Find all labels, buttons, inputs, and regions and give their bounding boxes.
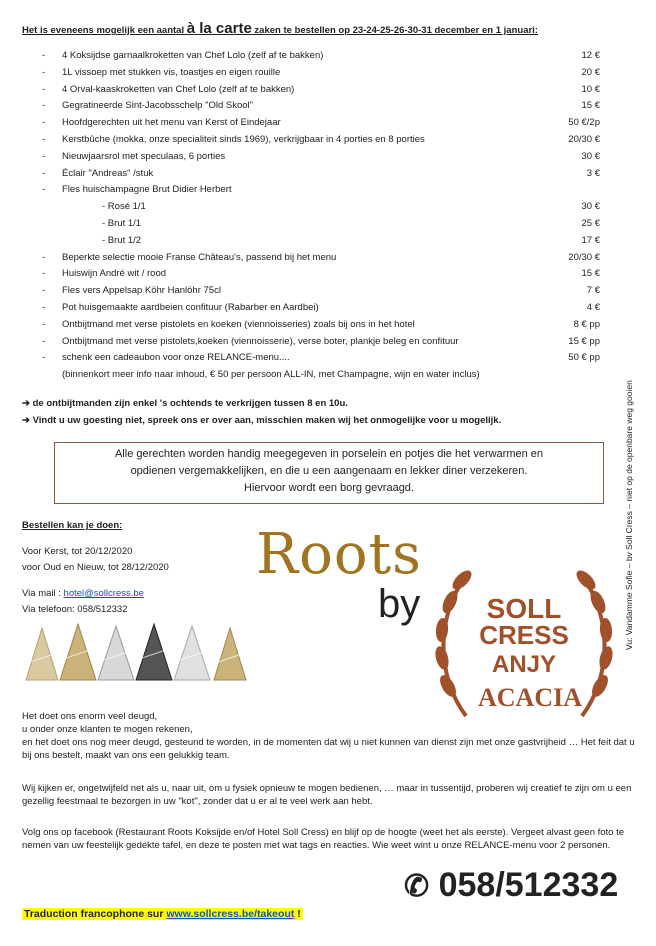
bullet-dash: - <box>42 83 46 95</box>
menu-item-text: Gegratineerde Sint-Jacobsschelp "Old Skool" <box>62 100 254 112</box>
menu-item-row <box>0 285 656 301</box>
menu-item-text: Éclair "Andreas" /stuk <box>62 167 154 179</box>
box-line: Hiervoor wordt een borg gevraagd. <box>244 482 414 494</box>
order-kerst: Voor Kerst, tot 20/12/2020 <box>22 546 133 557</box>
menu-item-text: (binnenkort meer info naar inhoud, € 50 per persoon ALL-IN, met Champagne, wijn en water inclus) <box>62 369 480 381</box>
menu-item-row <box>0 336 656 352</box>
big-phone-number <box>404 866 618 905</box>
bullet-dash: - <box>42 318 46 330</box>
bullet-dash: - <box>42 100 46 112</box>
menu-item-price: 50 €/2p <box>568 117 600 129</box>
menu-item-text: - Brut 1/1 <box>102 218 142 229</box>
menu-item-row <box>0 67 656 83</box>
logo-acacia: ACACIA <box>478 683 582 712</box>
menu-item-row <box>0 201 656 217</box>
bullet-dash: - <box>42 66 46 78</box>
menu-item-price: 25 € <box>581 218 600 229</box>
menu-item-row <box>0 117 656 133</box>
vertical-disclaimer-text: Vu: Vandamme Sofie – bv Soll Cress – niet op de openbare weg gooien <box>624 380 634 650</box>
phone-icon: ✆ <box>404 870 430 903</box>
mail-label: Via mail : <box>22 588 64 599</box>
bullet-dash: - <box>42 167 46 179</box>
thank-you-paragraph: Het doet ons enorm veel deugd, u onder onze klanten te mogen rekenen, en het doet ons nog meer deugd, gesteund te worden, in de momenten dat wij u niet kunnen van dienst zijn met onze gastvrijheid … Het feit dat u bij ons bestelt, maakt van ons een gelukkig team. <box>22 711 635 761</box>
menu-item-price: 17 € <box>581 234 600 246</box>
menu-item-price: 8 € pp <box>573 318 600 330</box>
menu-item-text: 4 Orval-kaaskroketten van Chef Lolo (zelf af te bakken) <box>62 83 295 95</box>
menu-item-row <box>0 134 656 150</box>
header-post: zaken te bestellen op 23-24-25-26-30-31 december en 1 januari: <box>251 25 538 36</box>
bullet-dash: - <box>42 150 46 162</box>
bullet-dash: - <box>42 302 46 313</box>
header-pre: Het is eveneens mogelijk een aantal <box>22 25 187 36</box>
big-phone-text: 058/512332 <box>438 866 619 904</box>
menu-item-price: 15 € <box>581 100 600 112</box>
menu-item-price: 10 € <box>581 83 600 95</box>
footer-translation <box>22 908 303 920</box>
header-line <box>22 20 642 37</box>
takeout-link[interactable]: www.sollcress.be/takeout <box>166 908 295 920</box>
order-phone: Via telefoon: 058/512332 <box>22 604 128 615</box>
menu-item-price: 12 € <box>581 50 600 61</box>
menu-item-price: 15 € pp <box>568 335 600 347</box>
menu-item-text: 4 Koksijdse garnaalkroketten van Chef Lolo (zelf af te bakken) <box>62 50 324 61</box>
logo-soll: SOLL <box>486 593 562 624</box>
tree-icon <box>98 626 134 680</box>
tree-icon <box>174 626 210 680</box>
logo-cress: CRESS <box>479 620 569 650</box>
menu-item-price: 20 € <box>581 66 600 78</box>
menu-item-text: Beperkte selectie mooie Franse Château's, passend bij het menu <box>62 251 337 263</box>
menu-item-price: 30 € <box>581 201 600 213</box>
bullet-dash: - <box>42 50 46 61</box>
by-text: by <box>378 582 421 626</box>
menu-item-text: Nieuwjaarsrol met speculaas, 6 porties <box>62 150 226 162</box>
box-line: Alle gerechten worden handig meegegeven in porselein en potjes die het verwarmen en <box>114 448 544 460</box>
menu-item-row <box>0 84 656 100</box>
bullet-dash: - <box>42 335 46 347</box>
soll-cress-acacia-logo <box>426 546 622 722</box>
menu-item-row <box>0 319 656 335</box>
menu-item-price: 15 € <box>581 268 600 280</box>
menu-item-price: 50 € pp <box>568 352 600 364</box>
menu-item-text: - Rosé 1/1 <box>102 201 146 213</box>
menu-item-text: Ontbijtmand met verse pistolets en koeken (viennoisseries) zoals bij ons in het hotel <box>62 318 415 330</box>
menu-item-row <box>0 50 656 66</box>
menu-item-text: schenk een cadeaubon voor onze RELANCE-menu.... <box>62 352 290 364</box>
menu-item-text: Hoofdgerechten uit het menu van Kerst of Eindejaar <box>62 117 281 129</box>
bullet-dash: - <box>42 352 46 364</box>
note-breakfast: ➔ de ontbijtmanden zijn enkel 's ochtends te verkrijgen tussen 8 en 10u. <box>22 398 348 409</box>
order-nieuw: voor Oud en Nieuw, tot 28/12/2020 <box>22 562 169 573</box>
tree-icon <box>136 624 172 680</box>
note-goesting: ➔ Vindt u uw goesting niet, spreek ons er over aan, misschien maken wij het onmogelijke voor u mogelijk. <box>22 415 502 426</box>
logo-anjy: ANJY <box>491 651 557 678</box>
menu-item-row <box>0 168 656 184</box>
footer-text: Traduction francophone sur <box>24 908 167 920</box>
menu-item-price: 20/30 € <box>568 251 600 263</box>
menu-item-text: - Brut 1/2 <box>102 234 142 246</box>
order-title: Bestellen kan je doen: <box>22 520 123 531</box>
order-mail-line <box>22 588 144 599</box>
menu-item-row <box>0 235 656 251</box>
menu-item-text: Huiswijn André wit / rood <box>62 268 167 280</box>
menu-item-row <box>0 218 656 234</box>
menu-item-price: 7 € <box>586 285 600 297</box>
christmas-trees-illustration <box>22 622 254 686</box>
menu-item-row <box>0 369 656 385</box>
box-line: opdienen vergemakkelijken, en die u een aangenaam en lekker diner verzekeren. <box>130 465 528 477</box>
menu-item-row <box>0 268 656 284</box>
bullet-dash: - <box>42 251 46 263</box>
facebook-paragraph: Volg ons op facebook (Restaurant Roots Koksijde en/of Hotel Soll Cress) en blijf op de hoogte (weet het als eerste). Vergeet alvast geen foto te nemen van uw feestelijk gedekte tafel, en deze te posten met wat tags en reacties. Wie weet wint u onze RELANCE-menu voor 2 personen. <box>22 827 625 851</box>
footer-end: ! <box>294 908 301 920</box>
menu-item-row <box>0 184 656 200</box>
menu-item-text: Fles vers Appelsap Köhr Hanlöhr 75cl <box>62 285 221 297</box>
menu-item-text: 1L vissoep met stukken vis, toastjes en eigen rouille <box>62 66 281 78</box>
menu-item-row <box>0 302 656 318</box>
menu-item-row <box>0 100 656 116</box>
roots-logo-text: Roots <box>256 522 422 587</box>
mail-link[interactable]: hotel@sollcress.be <box>63 588 144 599</box>
menu-item-row <box>0 151 656 167</box>
looking-forward-paragraph: Wij kijken er, ongetwijfeld net als u, naar uit, om u fysiek opnieuw te mogen bedienen, … maar in tussentijd, proberen wij creatief te zijn om u een gezellig feestmaal te bezorgen in uw "kot", zonder dat u er al te veel werk aan hebt. <box>22 783 632 807</box>
menu-item-price: 3 € <box>586 167 600 179</box>
bullet-dash: - <box>42 117 46 129</box>
menu-item-text: Ontbijtmand met verse pistolets,koeken (viennoisserie), verse boter, plankje beleg en confituur <box>62 335 459 347</box>
menu-item-row <box>0 252 656 268</box>
menu-item-row <box>0 352 656 368</box>
menu-item-price: 4 € <box>586 302 600 313</box>
porcelain-info-box <box>54 442 604 504</box>
menu-item-price: 30 € <box>581 150 600 162</box>
bullet-dash: - <box>42 184 46 196</box>
tree-icon <box>60 624 96 680</box>
bullet-dash: - <box>42 285 46 297</box>
bullet-dash: - <box>42 268 46 280</box>
vertical-disclaimer <box>620 320 636 660</box>
menu-item-text: Pot huisgemaakte aardbeien confituur (Rabarber en Aardbei) <box>62 302 319 313</box>
bullet-dash: - <box>42 134 46 145</box>
menu-item-price: 20/30 € <box>568 134 600 145</box>
menu-item-text: Fles huischampagne Brut Didier Herbert <box>62 184 232 196</box>
menu-item-text: Kerstbûche (mokka, onze specialiteit sinds 1969), verkrijgbaar in 4 porties en 8 porties <box>62 134 425 145</box>
header-a-la-carte: à la carte <box>186 20 252 37</box>
